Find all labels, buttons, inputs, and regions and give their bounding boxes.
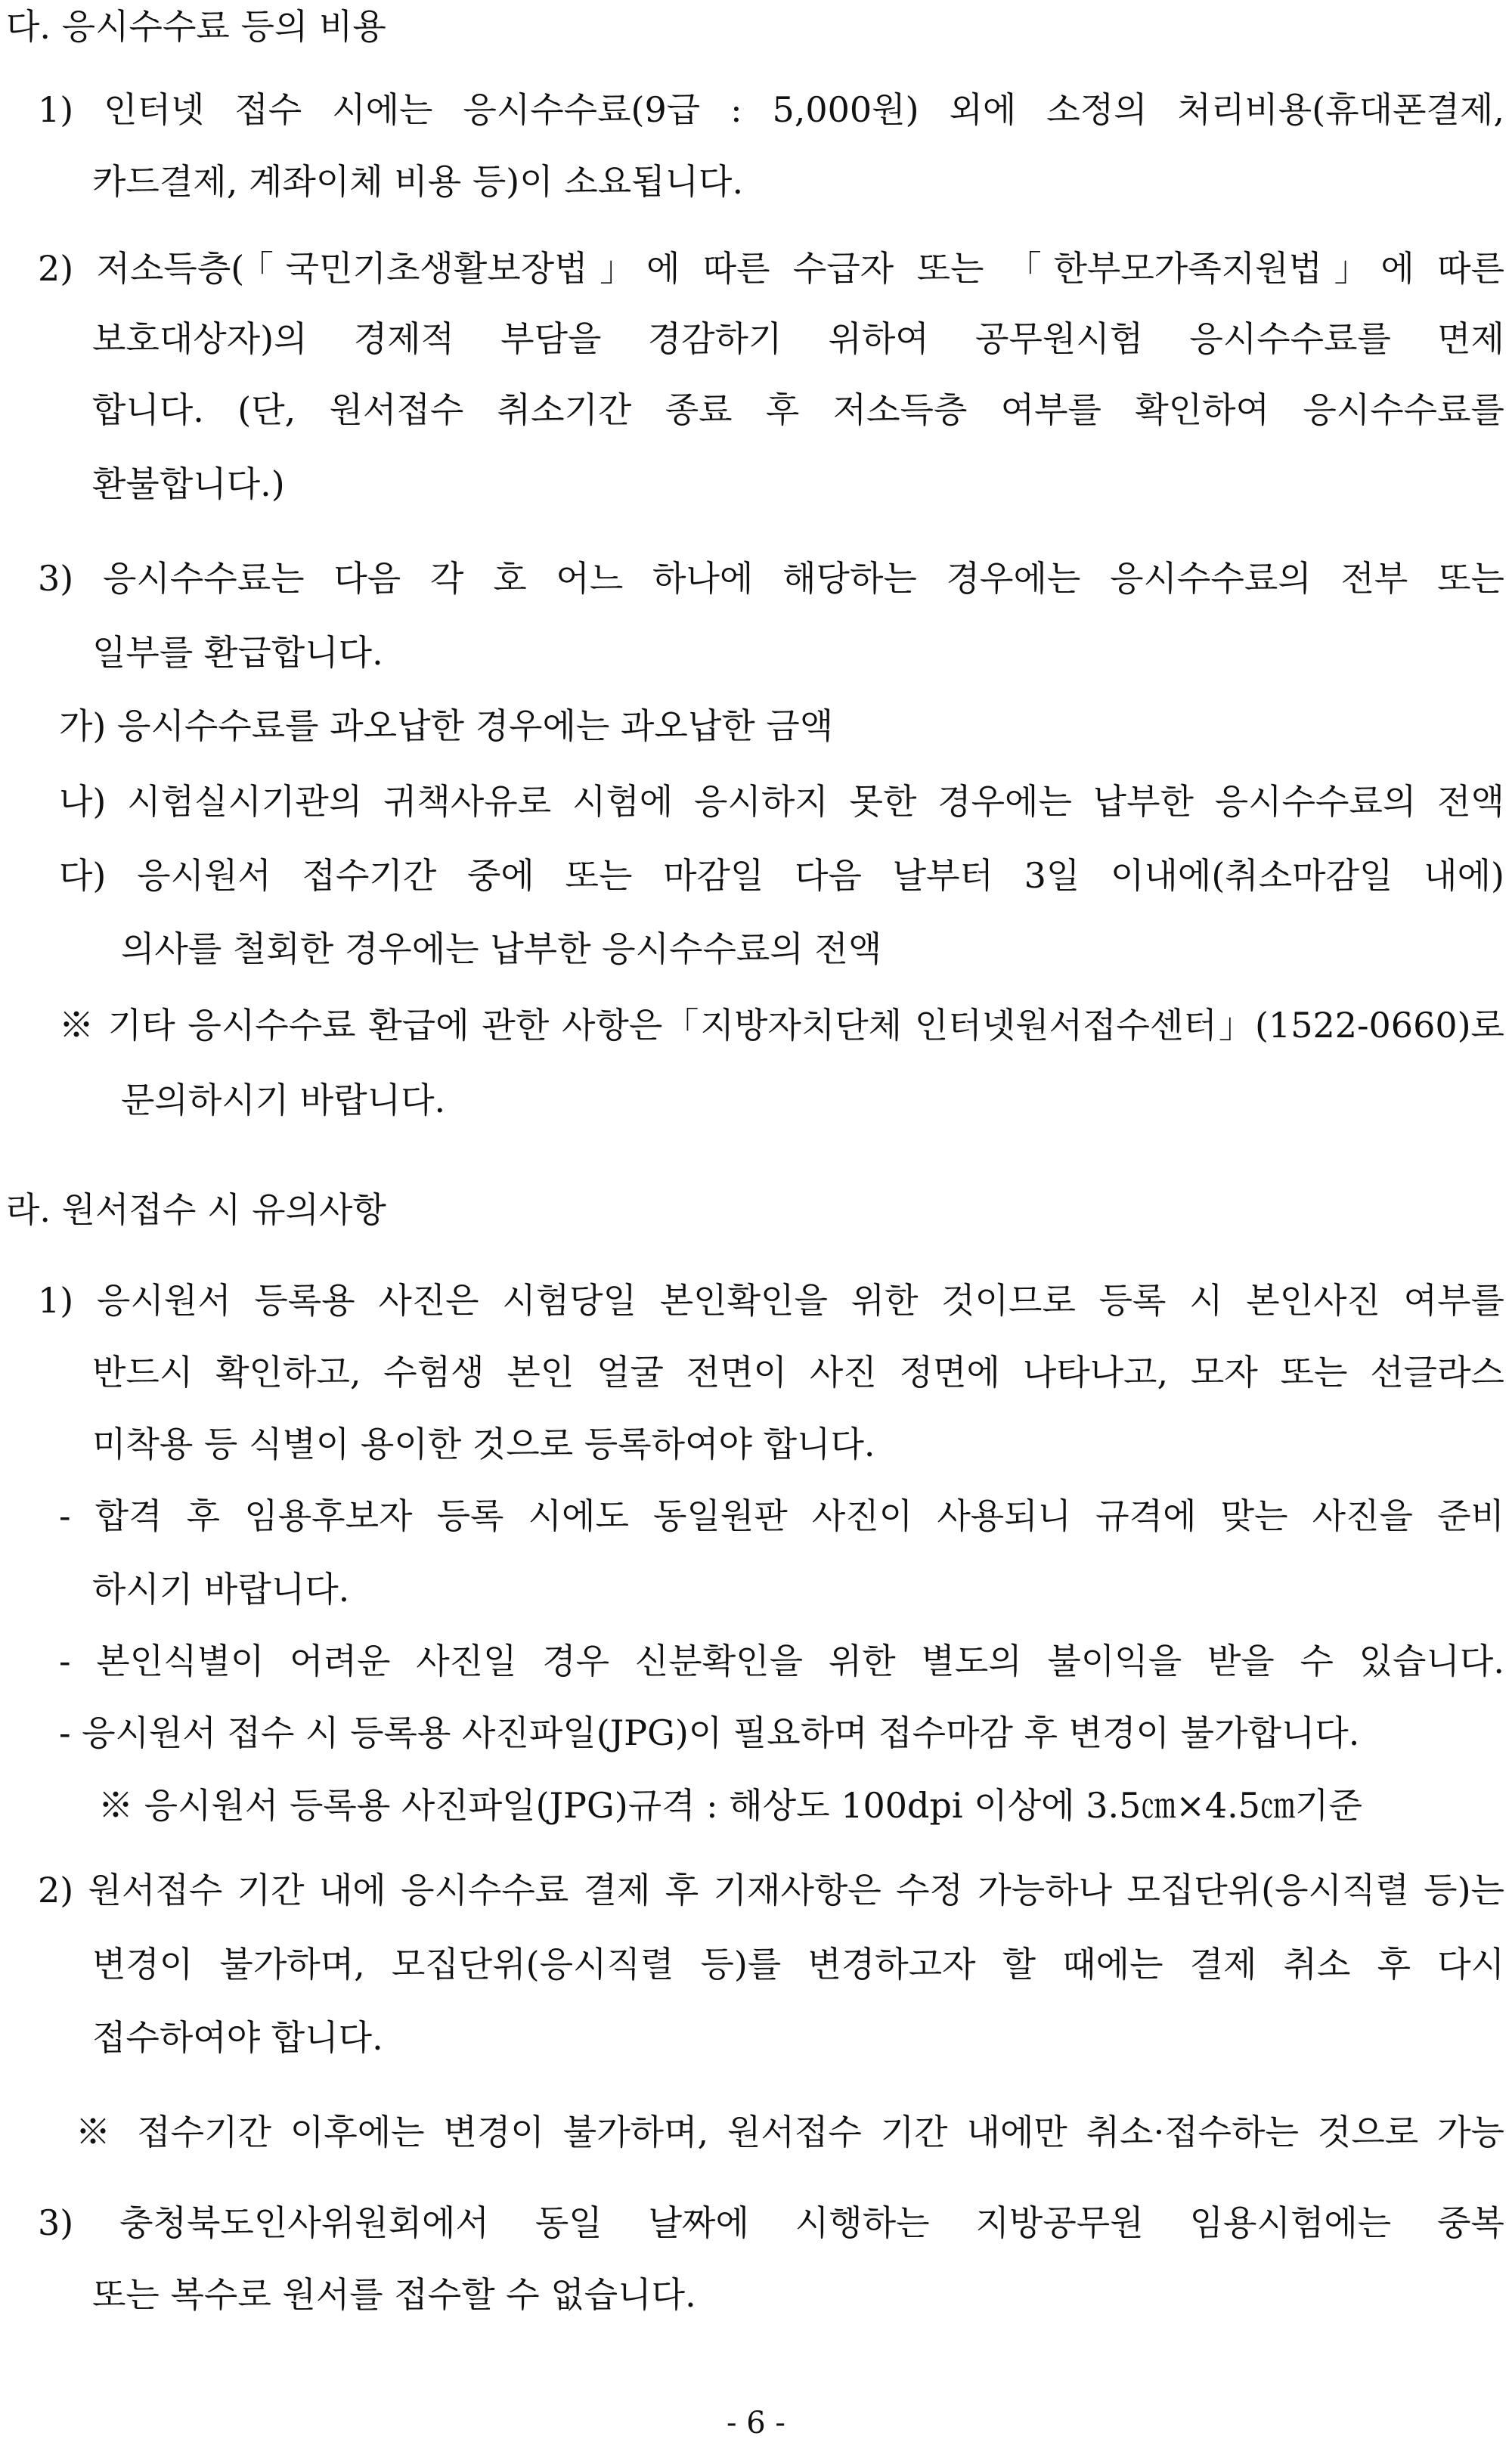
ra-item3-line2: 또는 복수로 원서를 접수할 수 없습니다. <box>92 2274 696 2315</box>
da-item3-line2: 일부를 환급합니다. <box>92 632 383 673</box>
da-item2-line4: 환불합니다.) <box>92 463 285 504</box>
da-item2-line1: 2) 저소득층(「국민기초생활보장법」에 따른 수급자 또는 「한부모가족지원법」에 따른 <box>38 248 1504 289</box>
da-item3-sub-ga: 가) 응시수수료를 과오납한 경우에는 과오납한 금액 <box>59 705 834 746</box>
ra-item1-dash2: - 본인식별이 어려운 사진일 경우 신분확인을 위한 별도의 불이익을 받을 수 있습니다. <box>59 1641 1504 1681</box>
da-item3-line1: 3) 응시수수료는 다음 각 호 어느 하나에 해당하는 경우에는 응시수수료의 전부 또는 <box>38 558 1504 599</box>
section-da-heading: 다. 응시수수료 등의 비용 <box>6 6 386 47</box>
da-item3-sub-na: 나) 시험실시기관의 귀책사유로 시험에 응시하지 못한 경우에는 납부한 응시수수료의 전액 <box>59 781 1504 822</box>
da-item1-line1: 1) 인터넷 접수 시에는 응시수수료(9급 : 5,000원) 외에 소정의 처리비용(휴대폰결제, <box>38 89 1504 130</box>
ra-item3-line1: 3) 충청북도인사위원회에서 동일 날짜에 시행하는 지방공무원 임용시험에는 중복 <box>38 2202 1504 2243</box>
ra-item2-line3: 접수하여야 합니다. <box>92 2017 383 2058</box>
page-number: - 6 - <box>727 2406 785 2440</box>
da-item3-sub-da-line1: 다) 응시원서 접수기간 중에 또는 마감일 다음 날부터 3일 이내에(취소마감일 내에) <box>59 855 1504 896</box>
da-item2-line2: 보호대상자)의 경제적 부담을 경감하기 위하여 공무원시험 응시수수료를 면제 <box>92 318 1504 359</box>
ra-item1-dash1-line2: 하시기 바랍니다. <box>92 1569 350 1610</box>
ra-item2-line2: 변경이 불가하며, 모집단위(응시직렬 등)를 변경하고자 할 때에는 결제 취소 후 다시 <box>92 1944 1504 1985</box>
ra-item1-dash1-line1: - 합격 후 임용후보자 등록 시에도 동일원판 사진이 사용되니 규격에 맞는 사진을 준비 <box>59 1495 1504 1536</box>
da-item3-note-line1: ※ 기타 응시수수료 환급에 관한 사항은「지방자치단체 인터넷원서접수센터」(1522-0660)로 <box>59 1005 1504 1046</box>
ra-item1-line1: 1) 응시원서 등록용 사진은 시험당일 본인확인을 위한 것이므로 등록 시 본인사진 여부를 <box>38 1280 1504 1321</box>
ra-item1-line3: 미착용 등 식별이 용이한 것으로 등록하여야 합니다. <box>92 1424 875 1464</box>
da-item3-sub-da-line2: 의사를 철회한 경우에는 납부한 응시수수료의 전액 <box>121 928 882 969</box>
ra-item1-line2: 반드시 확인하고, 수험생 본인 얼굴 전면이 사진 정면에 나타나고, 모자 또는 선글라스 <box>92 1352 1504 1393</box>
ra-item2-line1: 2) 원서접수 기간 내에 응시수수료 결제 후 기재사항은 수정 가능하나 모집단위(응시직렬 등)는 <box>38 1870 1504 1911</box>
ra-item1-note: ※ 응시원서 등록용 사진파일(JPG)규격 : 해상도 100dpi 이상에 3.5㎝×4.5㎝기준 <box>98 1785 1362 1826</box>
da-item1-line2: 카드결제, 계좌이체 비용 등)이 소요됩니다. <box>92 161 744 202</box>
ra-item1-dash3: - 응시원서 접수 시 등록용 사진파일(JPG)이 필요하며 접수마감 후 변경이 불가합니다. <box>59 1712 1360 1753</box>
ra-item2-note: ※ 접수기간 이후에는 변경이 불가하며, 원서접수 기간 내에만 취소·접수하는 것으로 가능 <box>76 2112 1504 2152</box>
section-ra-heading: 라. 원서접수 시 유의사항 <box>6 1189 386 1230</box>
da-item3-note-line2: 문의하시기 바랍니다. <box>121 1080 446 1120</box>
da-item2-line3: 합니다. (단, 원서접수 취소기간 종료 후 저소득층 여부를 확인하여 응시수수료를 <box>92 389 1504 430</box>
